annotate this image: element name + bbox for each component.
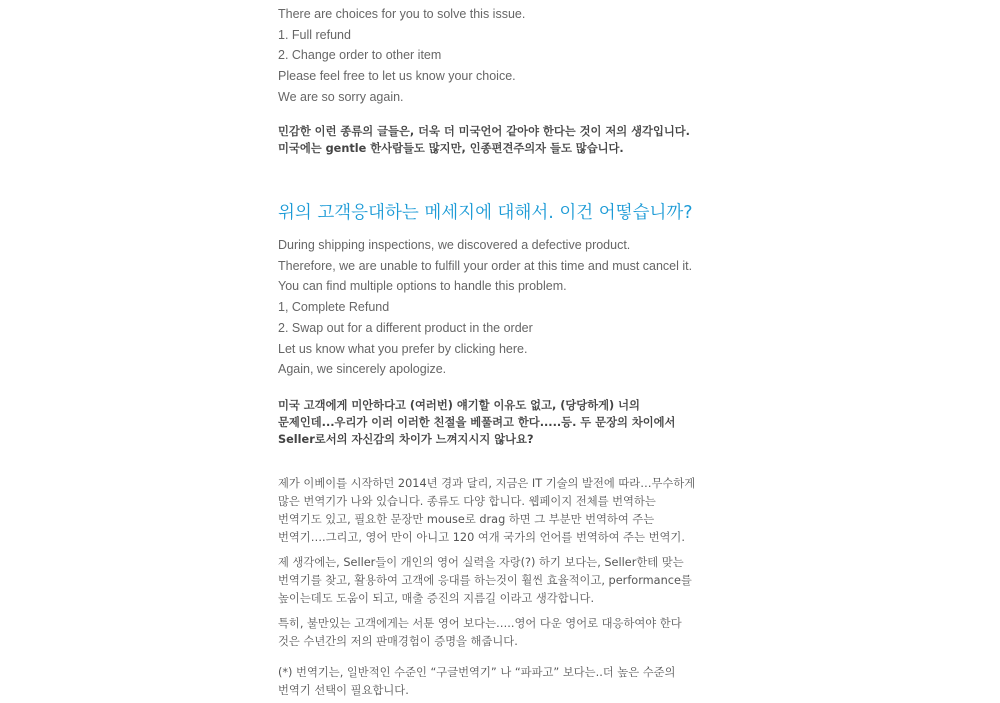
text-line: 2. Swap out for a different product in the order <box>278 320 533 335</box>
text-line: Again, we sincerely apologize. <box>278 362 447 377</box>
text-line: Seller로서의 자신감의 차이가 느껴지시지 않나요? <box>278 433 534 446</box>
text-line: 미국 고객에게 미안하다고 (여러번) 얘기할 이유도 없고, (당당하게) 너의 <box>278 399 640 412</box>
paragraph-4 <box>278 664 675 700</box>
text-line: 번역기 선택이 필요합니다. <box>278 684 409 697</box>
text-line: 높이는데도 도움이 되고, 매출 증진의 지름길 이라고 생각합니다. <box>278 592 595 605</box>
text-line: 미국에는 gentle 한사람들도 많지만, 인종편견주의자 들도 많습니다. <box>278 142 624 155</box>
text-line: Therefore, we are unable to fulfill your order at this time and must cancel it. <box>278 258 693 273</box>
text-line: During shipping inspections, we discovered a defective product. <box>278 238 631 252</box>
paragraph-2 <box>278 554 692 608</box>
text-line: 민감한 이런 종류의 글들은, 더욱 더 미국언어 같아야 한다는 것이 저의 생각입니다. <box>278 125 690 138</box>
text-line: 많은 번역기가 나와 있습니다. 종류도 다양 합니다. 웹페이지 전체를 번역하는 <box>278 495 656 508</box>
comment-1 <box>278 123 690 157</box>
text-line: 번역기도 있고, 필요한 문장만 mouse로 drag 하면 그 부분만 번역하여 주는 <box>278 513 655 526</box>
text-line: Let us know what you prefer by clicking here. <box>278 341 528 356</box>
text-line: Please feel free to let us know your choice. <box>278 69 516 84</box>
text-line: 것은 수년간의 저의 판매경험이 증명을 해줍니다. <box>278 635 518 648</box>
text-line: (*) 번역기는, 일반적인 수준인 “구글번역기” 나 “파파고” 보다는..더 높은 수준의 <box>278 666 676 679</box>
paragraph-1 <box>278 475 695 547</box>
text-line: 문제인데...우리가 이러 이러한 친절을 베풀려고 한다.....등. 두 문장의 차이에서 <box>278 416 676 429</box>
text-line: You can find multiple options to handle this problem. <box>278 279 567 294</box>
text-line: 번역기….그리고, 영어 만이 아니고 120 여개 국가의 언어를 번역하여 주는 번역기. <box>278 531 685 544</box>
text-line: 1, Complete Refund <box>278 300 390 315</box>
section-heading: 위의 고객응대하는 메세지에 대해서. 이건 어떻습니까? <box>278 203 693 223</box>
text-line: We are so sorry again. <box>278 89 404 104</box>
text-line: There are choices for you to solve this issue. <box>278 7 526 21</box>
text-line: 1. Full refund <box>278 27 351 42</box>
text-line: 특히, 불만있는 고객에게는 서툰 영어 보다는…..영어 다운 영어로 대응하여야 한다 <box>278 617 682 630</box>
apology-message-1 <box>278 4 525 108</box>
comment-2 <box>278 397 675 448</box>
text-line: 제가 이베이를 시작하던 2014년 경과 달리, 지금은 IT 기술의 발전에 따라…무수하게 <box>278 477 696 490</box>
text-line: 2. Change order to other item <box>278 48 442 63</box>
text-line: 번역기를 찾고, 활용하여 고객에 응대를 하는것이 훨씬 효율적이고, performance를 <box>278 574 692 587</box>
apology-message-2 <box>278 235 692 380</box>
paragraph-3 <box>278 615 682 651</box>
text-line: 제 생각에는, Seller들이 개인의 영어 실력을 자랑(?) 하기 보다는, Seller한테 맞는 <box>278 556 684 569</box>
